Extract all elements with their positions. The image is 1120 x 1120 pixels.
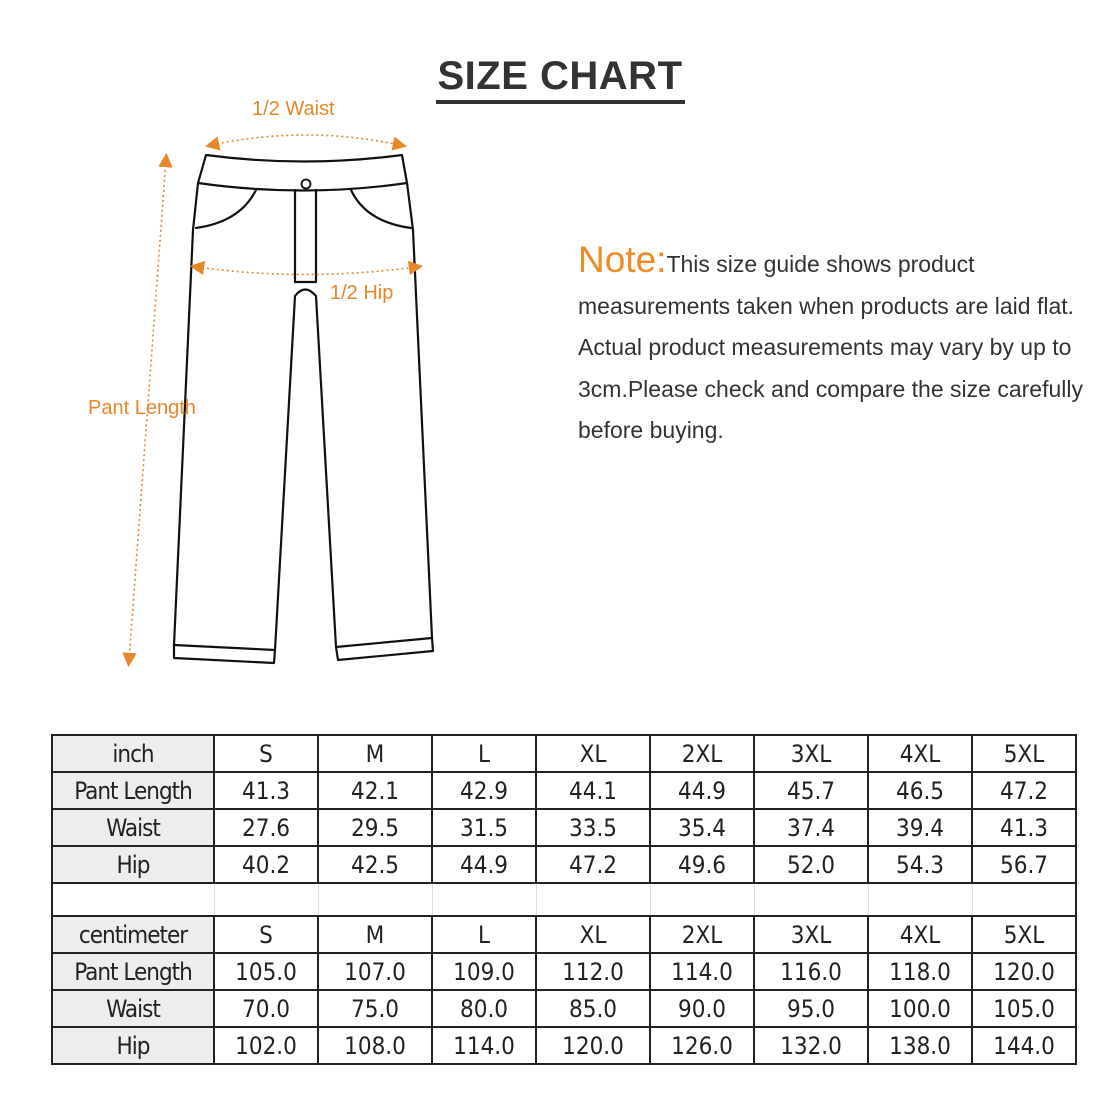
inch-header-row xyxy=(52,735,1076,772)
table-cell: 85.0 xyxy=(536,990,650,1027)
table-cell: 70.0 xyxy=(214,990,318,1027)
waist-measure-line xyxy=(212,135,400,145)
table-cell: 41.3 xyxy=(972,809,1076,846)
table-cell: 107.0 xyxy=(318,953,432,990)
table-cell: 54.3 xyxy=(868,846,972,883)
spacer-cell xyxy=(868,883,972,916)
table-row xyxy=(52,809,1076,846)
row-label: Waist xyxy=(52,809,214,846)
table-cell: 52.0 xyxy=(754,846,868,883)
table-cell: 95.0 xyxy=(754,990,868,1027)
size-header: 4XL xyxy=(868,735,972,772)
table-cell: 47.2 xyxy=(536,846,650,883)
table-cell: 114.0 xyxy=(650,953,754,990)
table-cell: 29.5 xyxy=(318,809,432,846)
spacer-cell xyxy=(972,883,1076,916)
table-row xyxy=(52,953,1076,990)
spacer-cell xyxy=(754,883,868,916)
table-cell: 56.7 xyxy=(972,846,1076,883)
table-cell: 120.0 xyxy=(972,953,1076,990)
size-header: 3XL xyxy=(754,916,868,953)
table-cell: 118.0 xyxy=(868,953,972,990)
table-cell: 100.0 xyxy=(868,990,972,1027)
table-cell: 75.0 xyxy=(318,990,432,1027)
inch-table xyxy=(52,735,1076,883)
table-cell: 44.1 xyxy=(536,772,650,809)
table-spacer xyxy=(52,883,1076,916)
table-cell: 40.2 xyxy=(214,846,318,883)
table-cell: 41.3 xyxy=(214,772,318,809)
size-header: 3XL xyxy=(754,735,868,772)
table-cell: 42.5 xyxy=(318,846,432,883)
spacer-cell xyxy=(318,883,432,916)
row-label: Pant Length xyxy=(52,772,214,809)
spacer-cell xyxy=(214,883,318,916)
table-cell: 138.0 xyxy=(868,1027,972,1064)
pants-outline xyxy=(174,155,433,663)
table-cell: 144.0 xyxy=(972,1027,1076,1064)
note-heading: Note: xyxy=(578,239,667,280)
hip-label: 1/2 Hip xyxy=(330,282,394,304)
table-cell: 90.0 xyxy=(650,990,754,1027)
table-cell: 44.9 xyxy=(650,772,754,809)
size-header: S xyxy=(214,735,318,772)
spacer-cell xyxy=(650,883,754,916)
table-cell: 114.0 xyxy=(432,1027,536,1064)
table-cell: 102.0 xyxy=(214,1027,318,1064)
size-header: 5XL xyxy=(972,735,1076,772)
table-cell: 105.0 xyxy=(214,953,318,990)
pants-diagram xyxy=(0,0,560,700)
row-label: Hip xyxy=(52,1027,214,1064)
table-cell: 109.0 xyxy=(432,953,536,990)
size-note xyxy=(578,239,1098,452)
page-title-text: SIZE CHART xyxy=(436,54,685,104)
size-header: L xyxy=(432,735,536,772)
size-header: 4XL xyxy=(868,916,972,953)
size-header: M xyxy=(318,735,432,772)
table-cell: 120.0 xyxy=(536,1027,650,1064)
row-label: Waist xyxy=(52,990,214,1027)
table-cell: 42.1 xyxy=(318,772,432,809)
table-cell: 112.0 xyxy=(536,953,650,990)
hip-measure-line xyxy=(197,267,416,275)
size-table xyxy=(51,734,1077,1065)
table-cell: 42.9 xyxy=(432,772,536,809)
cm-table xyxy=(52,916,1076,1064)
table-cell: 39.4 xyxy=(868,809,972,846)
table-cell: 37.4 xyxy=(754,809,868,846)
table-cell: 126.0 xyxy=(650,1027,754,1064)
size-header: 2XL xyxy=(650,735,754,772)
table-cell: 108.0 xyxy=(318,1027,432,1064)
size-header: XL xyxy=(536,916,650,953)
table-cell: 80.0 xyxy=(432,990,536,1027)
table-cell: 49.6 xyxy=(650,846,754,883)
unit-label-cm: centimeter xyxy=(52,916,214,953)
table-cell: 46.5 xyxy=(868,772,972,809)
table-cell: 44.9 xyxy=(432,846,536,883)
table-row xyxy=(52,846,1076,883)
table-cell: 132.0 xyxy=(754,1027,868,1064)
table-cell: 105.0 xyxy=(972,990,1076,1027)
size-header: L xyxy=(432,916,536,953)
row-label: Pant Length xyxy=(52,953,214,990)
size-header: M xyxy=(318,916,432,953)
table-cell: 45.7 xyxy=(754,772,868,809)
spacer-cell xyxy=(52,883,214,916)
spacer-cell xyxy=(536,883,650,916)
table-cell: 31.5 xyxy=(432,809,536,846)
table-row xyxy=(52,772,1076,809)
spacer-row xyxy=(52,883,1076,916)
size-header: XL xyxy=(536,735,650,772)
size-header: 2XL xyxy=(650,916,754,953)
unit-label-inch: inch xyxy=(52,735,214,772)
table-row xyxy=(52,990,1076,1027)
note-text: This size guide shows product measurements taken when products are laid flat. Actual product measurements may vary by up to 3cm.Please check and compare the size carefully before buying. xyxy=(578,251,1083,443)
table-row xyxy=(52,1027,1076,1064)
table-cell: 27.6 xyxy=(214,809,318,846)
row-label: Hip xyxy=(52,846,214,883)
table-cell: 47.2 xyxy=(972,772,1076,809)
size-header: S xyxy=(214,916,318,953)
size-header: 5XL xyxy=(972,916,1076,953)
pant-length-label: Pant Length xyxy=(88,397,196,419)
table-cell: 116.0 xyxy=(754,953,868,990)
table-cell: 35.4 xyxy=(650,809,754,846)
spacer-cell xyxy=(432,883,536,916)
table-cell: 33.5 xyxy=(536,809,650,846)
waist-label: 1/2 Waist xyxy=(252,98,335,120)
cm-header-row xyxy=(52,916,1076,953)
